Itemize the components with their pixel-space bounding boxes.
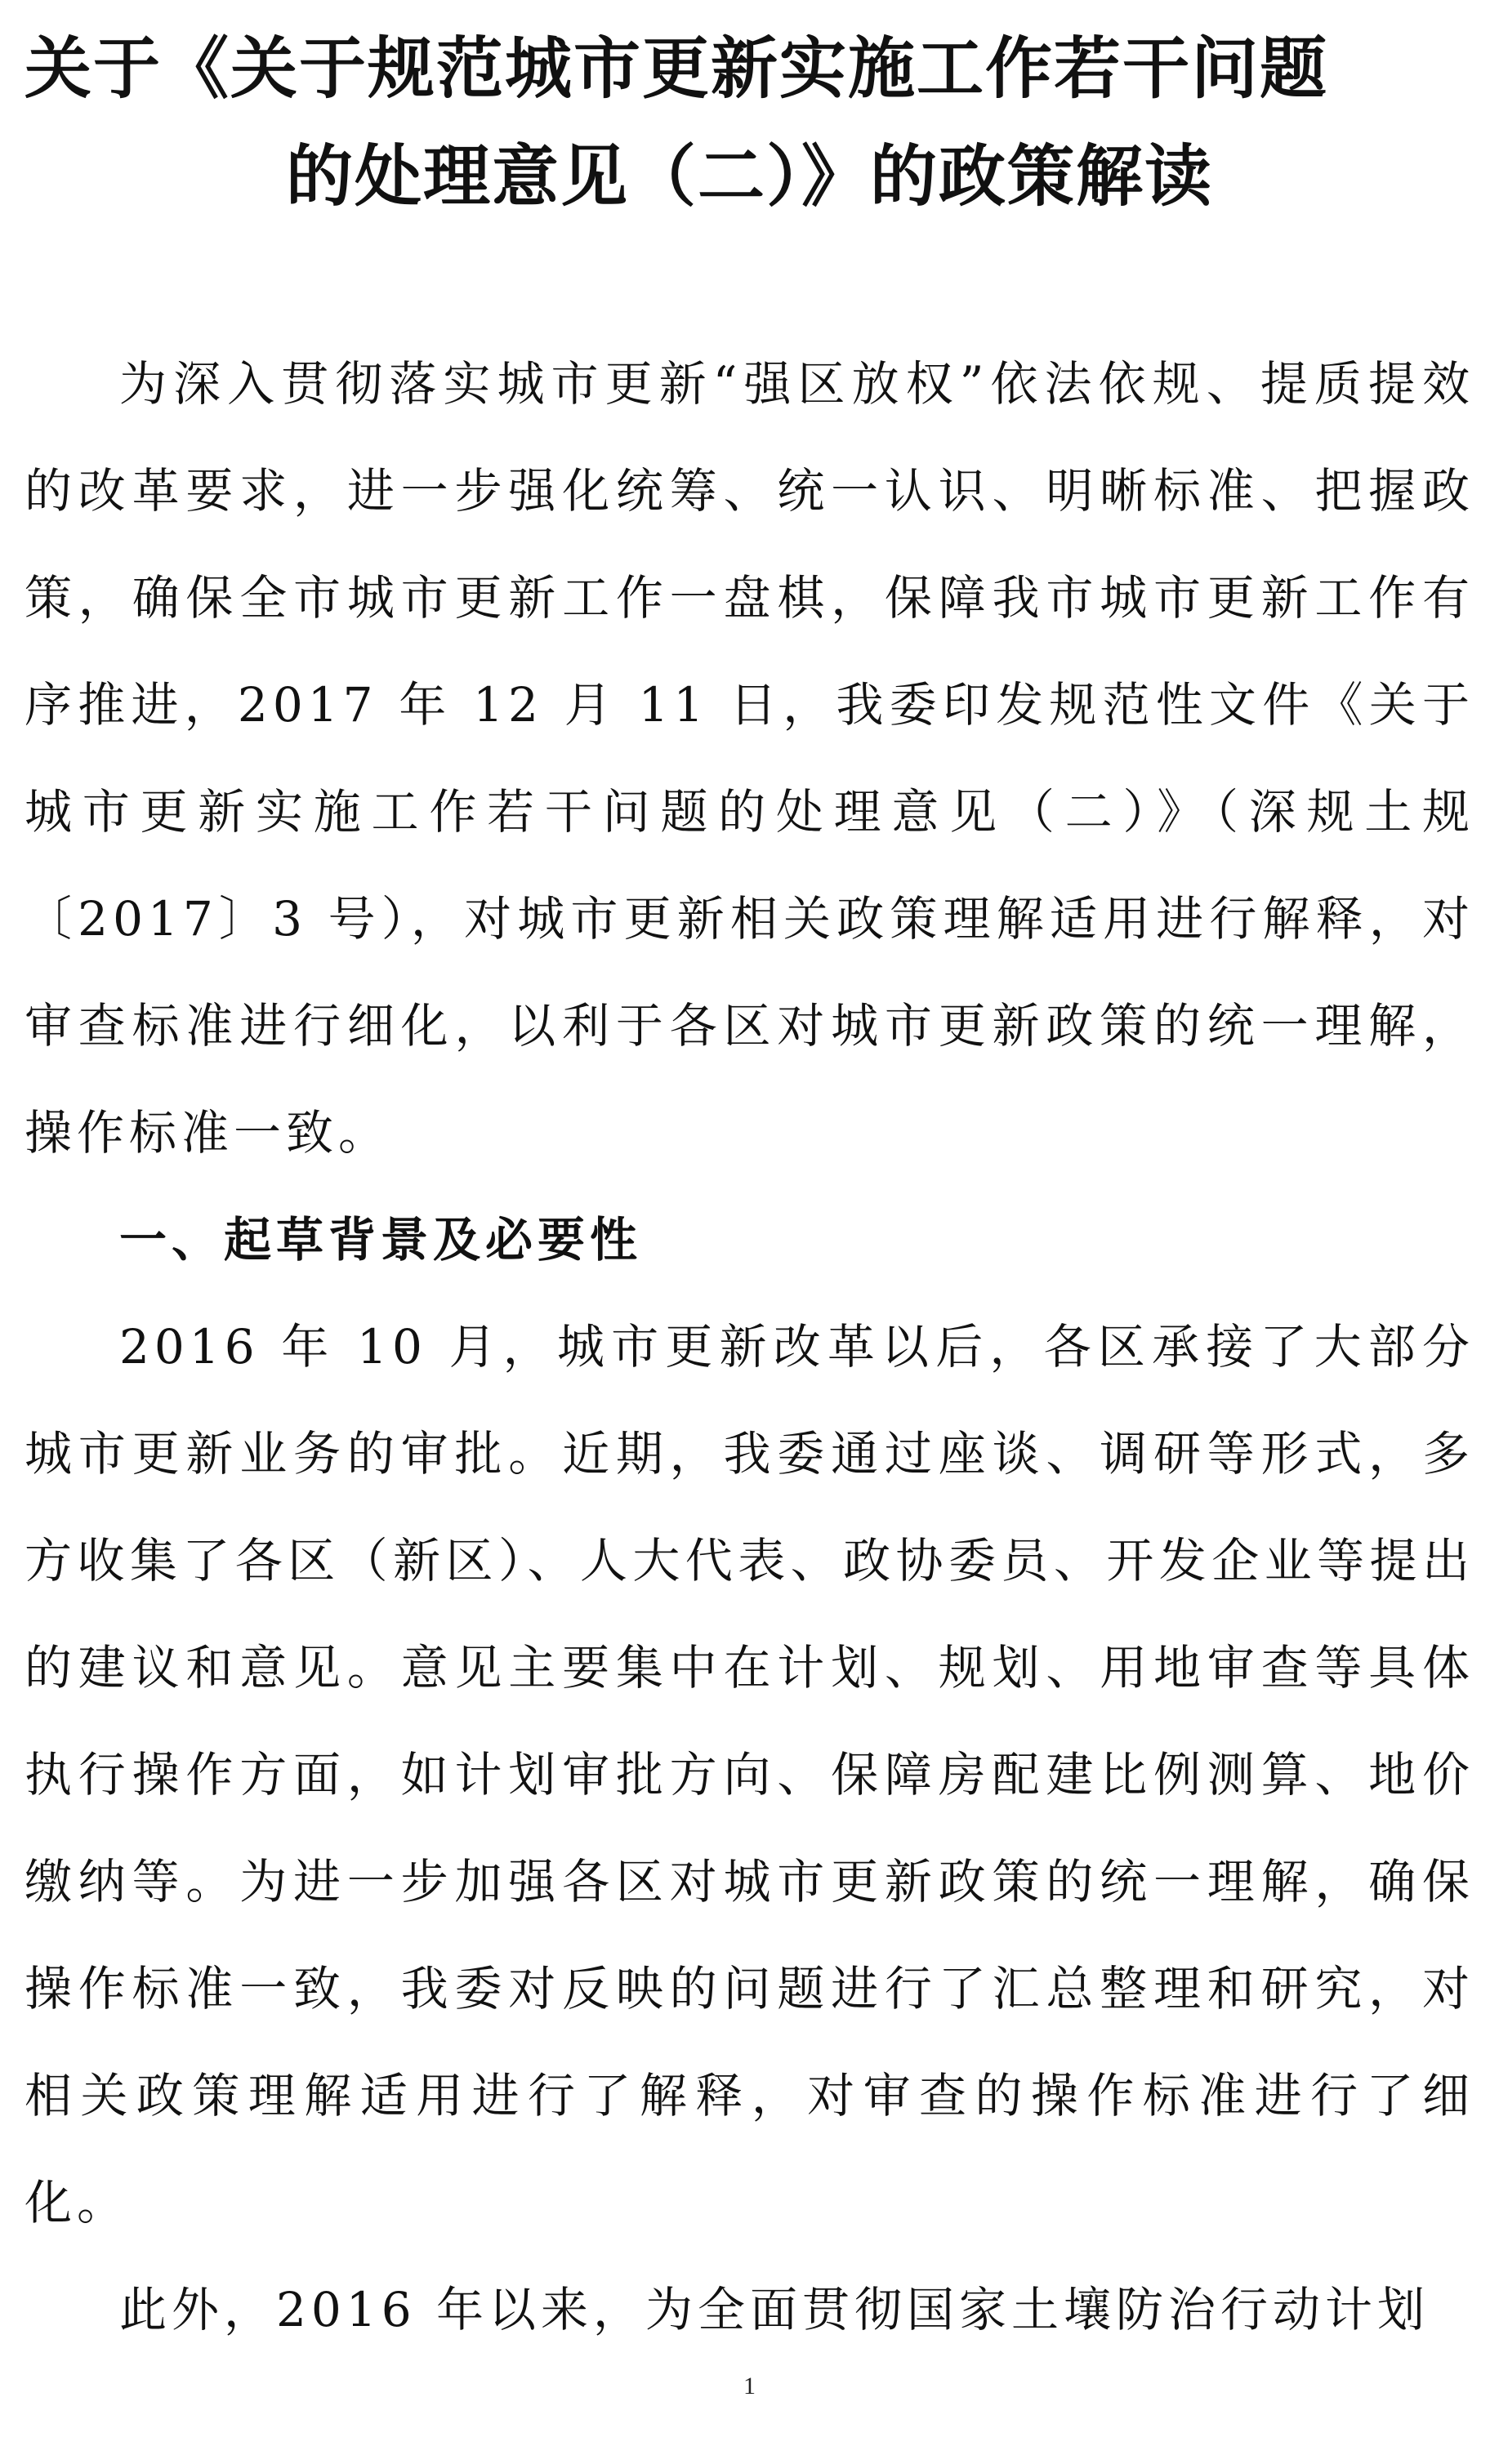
- section-heading-background: 一、起草背景及必要性: [119, 1212, 643, 1268]
- document-title: [25, 15, 1474, 230]
- paragraph-additional: 此外，2016 年以来，为全面贯彻国家土壤防治行动计划: [119, 2282, 1430, 2337]
- title-line-1: 关于《关于规范城市更新实施工作若干问题: [25, 29, 1329, 108]
- title-line-2: 的处理意见（二）》的政策解读: [285, 137, 1213, 216]
- document-body: [25, 331, 1474, 2364]
- paragraph-intro: 为深入贯彻落实城市更新“强区放权”依法依规、提质提效的改革要求，进一步强化统筹、统一认识、明晰标准、把握政策，确保全市城市更新工作一盘棋，保障我市城市更新工作有序推进，2017 年 12 月 11 日，我委印发规范性文件《关于城市更新实施工作若干问题的处理意见（二）》（深规土规〔2017〕3 号），对城市更新相关政策理解适用进行解释，对审查标准进行细化，以利于各区对城市更新政策的统一理解，操作标准一致。: [25, 356, 1474, 1161]
- page-number: 1: [743, 2373, 756, 2399]
- paragraph-background: 2016 年 10 月，城市更新改革以后，各区承接了大部分城市更新业务的审批。近期，我委通过座谈、调研等形式，多方收集了各区（新区）、人大代表、政协委员、开发企业等提出的建议和意见。意见主要集中在计划、规划、用地审查等具体执行操作方面，如计划审批方向、保障房配建比例测算、地价缴纳等。为进一步加强各区对城市更新政策的统一理解，确保操作标准一致，我委对反映的问题进行了汇总整理和研究，对相关政策理解适用进行了解释，对审查的操作标准进行了细化。: [25, 1319, 1474, 2230]
